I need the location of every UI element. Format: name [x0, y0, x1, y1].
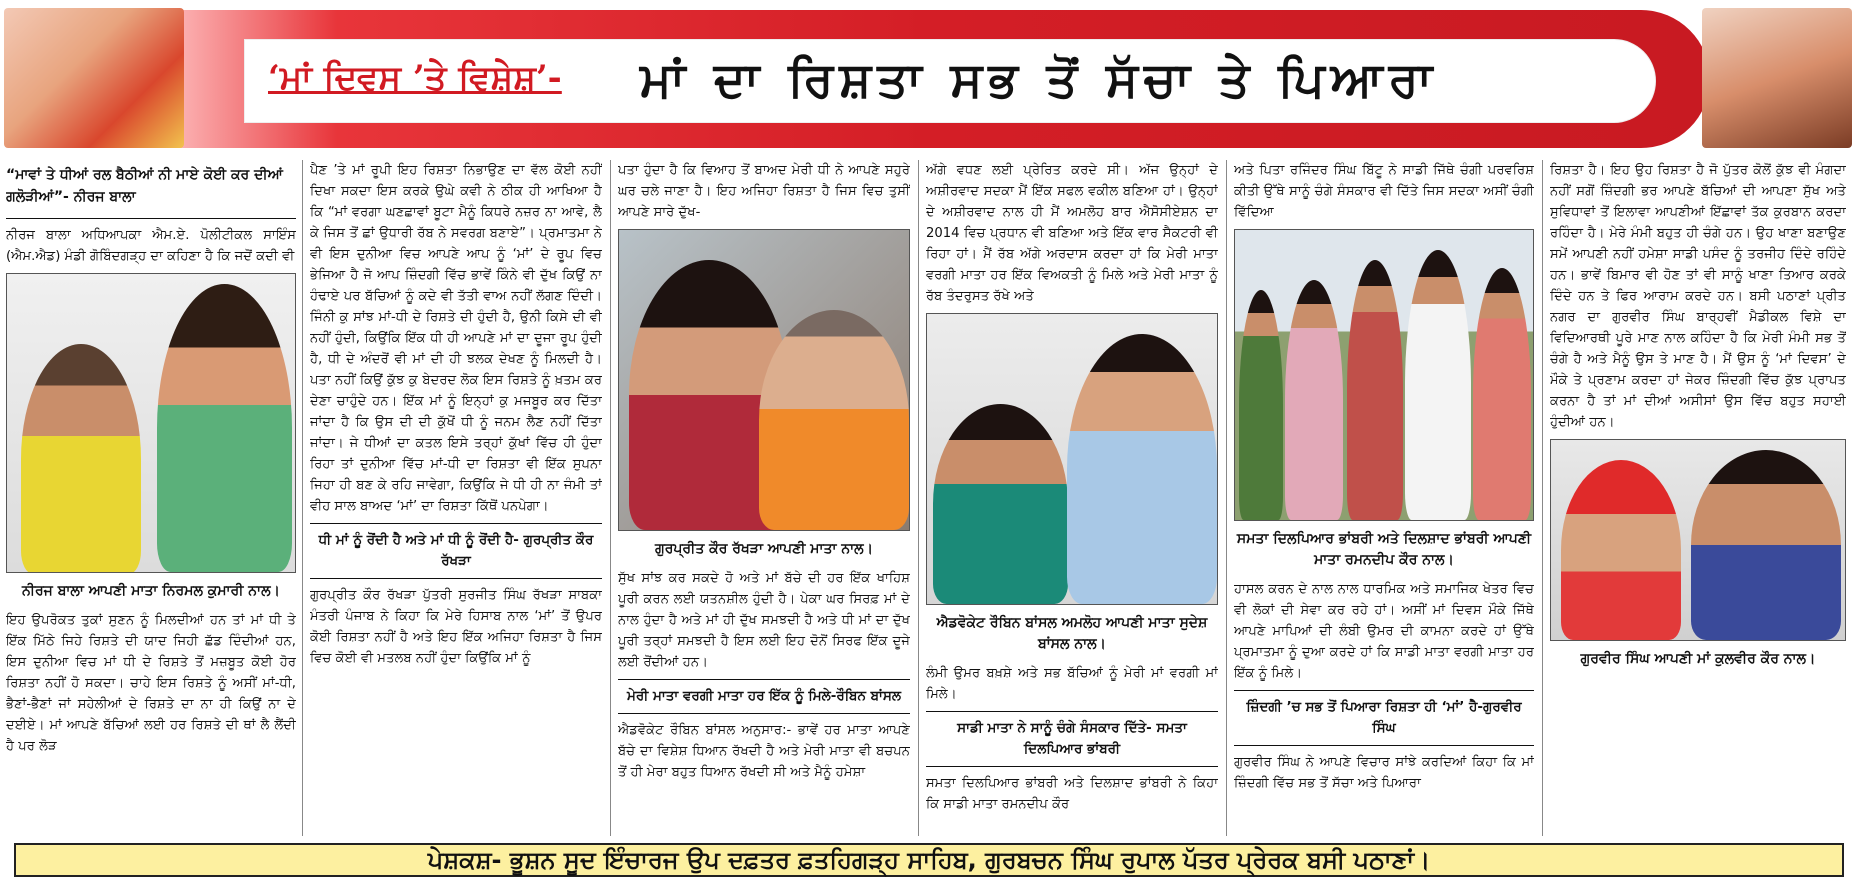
divider: [1234, 690, 1534, 691]
col6-photo-caption: ਗੁਰਵੀਰ ਸਿੰਘ ਆਪਣੀ ਮਾਂ ਕੁਲਵੀਰ ਕੌਰ ਨਾਲ।: [1580, 651, 1816, 667]
divider: [6, 218, 296, 219]
col4-heading: ਸਾਡੀ ਮਾਤਾ ਨੇ ਸਾਨੂੰ ਚੰਗੇ ਸੰਸਕਾਰ ਦਿੱਤੇ- ਸਮਤਾ ਦਿਲਪਿਆਰ ਭਾਂਬਰੀ: [957, 720, 1187, 757]
col1-photo: [6, 273, 296, 573]
col1-paragraph-1: ਨੀਰਜ ਬਾਲਾ ਅਧਿਆਪਕਾ ਐਮ.ਏ. ਪੋਲੀਟੀਕਲ ਸਾਇੰਸ (ਐਮ.ਐਡ) ਮੰਡੀ ਗੋਬਿੰਦਗੜ੍ਹ ਦਾ ਕਹਿਣਾ ਹੈ ਕਿ ਜਦੋਂ ਕਦੀ ਵੀ: [6, 228, 296, 264]
col1-photo-caption: ਨੀਰਜ ਬਾਲਾ ਆਪਣੀ ਮਾਤਾ ਨਿਰਮਲ ਕੁਮਾਰੀ ਨਾਲ।: [22, 583, 280, 599]
divider: [310, 578, 602, 579]
column-divider: [1226, 160, 1227, 836]
column-5: [1234, 160, 1534, 836]
column-6: [1550, 160, 1846, 836]
person-figure: [1473, 268, 1531, 520]
mother-figure: [759, 310, 909, 530]
col3-paragraph-1: ਪਤਾ ਹੁੰਦਾ ਹੈ ਕਿ ਵਿਆਹ ਤੋਂ ਬਾਅਦ ਮੇਰੀ ਧੀ ਨੇ ਆਪਣੇ ਸਹੁਰੇ ਘਰ ਚਲੇ ਜਾਣਾ ਹੈ। ਇਹ ਅਜਿਹਾ ਰਿਸ਼ਤਾ ਹੈ ਜਿਸ ਵਿਚ ਤੁਸੀਂ ਆਪਣੇ ਸਾਰੇ ਦੁੱਖ-: [618, 163, 910, 220]
son-figure: [1067, 334, 1217, 604]
col1-quote: “ਮਾਵਾਂ ਤੇ ਧੀਆਂ ਰਲ ਬੈਠੀਆਂ ਨੀ ਮਾਏ ਕੋਈ ਕਰ ਦੀਆਂ ਗਲੋੜੀਆਂ”- ਨੀਰਜ ਬਾਲਾ: [6, 167, 283, 205]
person-figure: [1347, 260, 1403, 520]
mother-figure: [21, 344, 141, 573]
column-divider: [302, 160, 303, 836]
mother-figure: [1691, 450, 1841, 640]
column-divider: [610, 160, 611, 836]
col5-paragraph-2: ਹਾਸਲ ਕਰਨ ਦੇ ਨਾਲ ਨਾਲ ਧਾਰਮਿਕ ਅਤੇ ਸਮਾਜਿਕ ਖੇਤਰ ਵਿਚ ਵੀ ਲੋਕਾਂ ਦੀ ਸੇਵਾ ਕਰ ਰਹੇ ਹਾਂ। ਅਸੀਂ ਮਾਂ ਦਿਵਸ ਮੌਕੇ ਜਿੱਥੇ ਆਪਣੇ ਮਾਪਿਆਂ ਦੀ ਲੰਬੀ ਉਮਰ ਦੀ ਕਾਮਨਾ ਕਰਦੇ ਹਾਂ ਉੱਥੇ ਪ੍ਰਮਾਤਮਾ ਨੂੰ ਦੁਆ ਕਰਦੇ ਹਾਂ ਕਿ ਸਾਡੀ ਮਾਤਾ ਵਰਗੀ ਮਾਤਾ ਹਰ ਇੱਕ ਨੂੰ ਮਿਲੇ।: [1234, 582, 1534, 681]
column-3: [618, 160, 910, 836]
person-figure: [1239, 290, 1283, 520]
col2-heading: ਧੀ ਮਾਂ ਨੂੰ ਰੋਂਦੀ ਹੈ ਅਤੇ ਮਾਂ ਧੀ ਨੂੰ ਰੋਂਦੀ ਹੈ- ਗੁਰਪ੍ਰੀਤ ਕੌਰ ਰੱਖੜਾ: [318, 532, 594, 569]
footer-credit: ਪੇਸ਼ਕਸ਼- ਭੂਸ਼ਨ ਸੂਦ ਇੰਚਾਰਜ ਉਪ ਦਫ਼ਤਰ ਫ਼ਤਹਿਗੜ੍ਹ ਸਾਹਿਬ, ਗੁਰਬਚਨ ਸਿੰਘ ਰੁਪਾਲ ਪੱਤਰ ਪ੍ਰੇਰਕ ਬਸੀ ਪਠਾਣਾਂ।: [14, 843, 1844, 877]
col4-paragraph-3: ਸਮਤਾ ਦਿਲਪਿਆਰ ਭਾਂਬਰੀ ਅਤੇ ਦਿਲਸ਼ਾਦ ਭਾਂਬਰੀ ਨੇ ਕਿਹਾ ਕਿ ਸਾਡੀ ਮਾਤਾ ਰਮਨਦੀਪ ਕੌਰ: [926, 776, 1218, 812]
page-title: ਮਾਂ ਦਾ ਰਿਸ਼ਤਾ ਸਭ ਤੋਂ ਸੱਚਾ ਤੇ ਪਿਆਰਾ: [640, 52, 1439, 108]
col5-photo-caption: ਸਮਤਾ ਦਿਲਪਿਆਰ ਭਾਂਬਰੀ ਅਤੇ ਦਿਲਸ਼ਾਦ ਭਾਂਬਰੀ ਆਪਣੀ ਮਾਤਾ ਰਮਨਦੀਪ ਕੌਰ ਨਾਲ।: [1236, 531, 1532, 568]
col6-photo: [1550, 439, 1846, 641]
son-figure: [1561, 460, 1681, 640]
person-figure: [1405, 250, 1471, 520]
divider: [1234, 745, 1534, 746]
col4-photo: [926, 313, 1218, 605]
banner-photo-left: [4, 8, 184, 148]
col4-photo-caption: ਐਡਵੋਕੇਟ ਰੌਬਿਨ ਬਾਂਸਲ ਅਮਲੋਹ ਆਪਣੀ ਮਾਤਾ ਸੁਦੇਸ਼ ਬਾਂਸਲ ਨਾਲ।: [936, 615, 1208, 652]
divider: [926, 711, 1218, 712]
divider: [310, 523, 602, 524]
col3-photo-caption: ਗੁਰਪ੍ਰੀਤ ਕੌਰ ਰੱਖੜਾ ਆਪਣੀ ਮਾਤਾ ਨਾਲ।: [654, 541, 874, 557]
column-divider: [918, 160, 919, 836]
column-1: [6, 160, 296, 836]
mother-figure: [933, 404, 1068, 604]
col3-paragraph-3: ਐਡਵੋਕੇਟ ਰੌਬਿਨ ਬਾਂਸਲ ਅਨੁਸਾਰ:- ਭਾਵੇਂ ਹਰ ਮਾਤਾ ਆਪਣੇ ਬੱਚੇ ਦਾ ਵਿਸ਼ੇਸ਼ ਧਿਆਨ ਰੱਖਦੀ ਹੈ ਅਤੇ ਮੇਰੀ ਮਾਤਾ ਵੀ ਬਚਪਨ ਤੋਂ ਹੀ ਮੇਰਾ ਬਹੁਤ ਧਿਆਨ ਰੱਖਦੀ ਸੀ ਅਤੇ ਮੈਨੂੰ ਹਮੇਸ਼ਾ: [618, 723, 910, 780]
column-divider: [1542, 160, 1543, 836]
col1-paragraph-2: ਇਹ ਉਪਰੋਕਤ ਤੁਕਾਂ ਸੁਣਨ ਨੂੰ ਮਿਲਦੀਆਂ ਹਨ ਤਾਂ ਮਾਂ ਧੀ ਤੇ ਇੱਕ ਮਿੱਠੇ ਜਿਹੇ ਰਿਸ਼ਤੇ ਦੀ ਯਾਦ ਜਿਹੀ ਛੱਡ ਦਿੰਦੀਆਂ ਹਨ, ਇਸ ਦੁਨੀਆ ਵਿਚ ਮਾਂ ਧੀ ਦੇ ਰਿਸ਼ਤੇ ਤੋਂ ਮਜ਼ਬੂਤ ਕੋਈ ਹੋਰ ਰਿਸ਼ਤਾ ਨਹੀਂ ਹੋ ਸਕਦਾ। ਚਾਹੇ ਇਸ ਰਿਸ਼ਤੇ ਨੂੰ ਅਸੀਂ ਮਾਂ-ਧੀ, ਭੈਣਾਂ-ਭੈਣਾਂ ਜਾਂ ਸਹੇਲੀਆਂ ਦੇ ਰਿਸ਼ਤੇ ਦਾ ਨਾ ਹੀ ਕਿਉਂ ਨਾ ਦੇ ਦਈਏ। ਮਾਂ ਆਪਣੇ ਬੱਚਿਆਂ ਲਈ ਹਰ ਰਿਸ਼ਤੇ ਦੀ ਥਾਂ ਲੈ ਲੈਂਦੀ ਹੈ ਪਰ ਲੋੜ: [6, 613, 296, 754]
col5-paragraph-1: ਅਤੇ ਪਿਤਾ ਰਜਿੰਦਰ ਸਿੰਘ ਬਿੱਟੂ ਨੇ ਸਾਡੀ ਜਿੱਥੇ ਚੰਗੀ ਪਰਵਰਿਸ਼ ਕੀਤੀ ਉੱਥੇ ਸਾਨੂੰ ਚੰਗੇ ਸੰਸਕਾਰ ਵੀ ਦਿੱਤੇ ਜਿਸ ਸਦਕਾ ਅਸੀਂ ਚੰਗੀ ਵਿੱਦਿਆ: [1234, 163, 1534, 220]
banner-subtitle: ‘ਮਾਂ ਦਿਵਸ ’ਤੇ ਵਿਸ਼ੇਸ਼’-: [268, 58, 562, 98]
column-4: [926, 160, 1218, 836]
col2-paragraph-2: ਗੁਰਪ੍ਰੀਤ ਕੌਰ ਰੱਖੜਾ ਪੁੱਤਰੀ ਸੁਰਜੀਤ ਸਿੰਘ ਰੱਖੜਾ ਸਾਬਕਾ ਮੰਤਰੀ ਪੰਜਾਬ ਨੇ ਕਿਹਾ ਕਿ ਮੇਰੇ ਹਿਸਾਬ ਨਾਲ ‘ਮਾਂ’ ਤੋਂ ਉਪਰ ਕੋਈ ਰਿਸ਼ਤਾ ਨਹੀਂ ਹੈ ਅਤੇ ਇਹ ਇੱਕ ਅਜਿਹਾ ਰਿਸ਼ਤਾ ਹੈ ਜਿਸ ਵਿਚ ਕੋਈ ਵੀ ਮਤਲਬ ਨਹੀਂ ਹੁੰਦਾ ਕਿਉਂਕਿ ਮਾਂ ਨੂੰ: [310, 588, 602, 666]
col3-paragraph-2: ਸੁੱਖ ਸਾਂਝ ਕਰ ਸਕਦੇ ਹੋ ਅਤੇ ਮਾਂ ਬੱਚੇ ਦੀ ਹਰ ਇੱਕ ਖਾਹਿਸ਼ ਪੂਰੀ ਕਰਨ ਲਈ ਯਤਨਸ਼ੀਲ ਹੁੰਦੀ ਹੈ। ਪੇਕਾ ਘਰ ਸਿਰਫ਼ ਮਾਂ ਦੇ ਨਾਲ ਹੁੰਦਾ ਹੈ ਅਤੇ ਮਾਂ ਹੀ ਦੁੱਖ ਸਮਝਦੀ ਹੈ ਅਤੇ ਧੀ ਮਾਂ ਦਾ ਦੁੱਖ ਪੂਰੀ ਤਰ੍ਹਾਂ ਸਮਝਦੀ ਹੈ ਇਸ ਲਈ ਇਹ ਦੋਨੋਂ ਸਿਰਫ ਇੱਕ ਦੂਜੇ ਲਈ ਰੋਂਦੀਆਂ ਹਨ।: [618, 571, 910, 670]
banner-photo-right: [1702, 8, 1852, 148]
col3-heading: ਮੇਰੀ ਮਾਤਾ ਵਰਗੀ ਮਾਤਾ ਹਰ ਇੱਕ ਨੂੰ ਮਿਲੇ-ਰੌਬਿਨ ਬਾਂਸਲ: [627, 688, 901, 704]
col5-heading: ਜ਼ਿੰਦਗੀ ’ਚ ਸਭ ਤੋਂ ਪਿਆਰਾ ਰਿਸ਼ਤਾ ਹੀ ‘ਮਾਂ’ ਹੈ-ਗੁਰਵੀਰ ਸਿੰਘ: [1246, 699, 1522, 736]
daughter-figure: [157, 284, 292, 572]
col5-photo: [1234, 229, 1534, 521]
header-banner: [0, 0, 1858, 158]
mother-figure: [1285, 280, 1343, 520]
col4-paragraph-2: ਲੰਮੀ ਉਮਰ ਬਖ਼ਸ਼ੇ ਅਤੇ ਸਭ ਬੱਚਿਆਂ ਨੂੰ ਮੇਰੀ ਮਾਂ ਵਰਗੀ ਮਾਂ ਮਿਲੇ।: [926, 666, 1218, 702]
col2-paragraph-1: ਪੈਣ ’ਤੇ ਮਾਂ ਰੂਪੀ ਇਹ ਰਿਸ਼ਤਾ ਨਿਭਾਉਣ ਦਾ ਵੱਲ ਕੋਈ ਨਹੀਂ ਦਿਖਾ ਸਕਦਾ ਇਸ ਕਰਕੇ ਉਘੇ ਕਵੀ ਨੇ ਠੀਕ ਹੀ ਆਖਿਆ ਹੈ ਕਿ “ਮਾਂ ਵਰਗਾ ਘਣਛਾਵਾਂ ਬੂਟਾ ਮੈਨੂੰ ਕਿਧਰੇ ਨਜ਼ਰ ਨਾ ਆਵੇ, ਲੈ ਕੇ ਜਿਸ ਤੋਂ ਛਾਂ ਉਧਾਰੀ ਰੱਬ ਨੇ ਸਵਰਗ ਬਣਾਏ”। ਪ੍ਰਮਾਤਮਾ ਨੇ ਵੀ ਇਸ ਦੁਨੀਆ ਵਿਚ ਆਪਣੇ ਆਪ ਨੂੰ ‘ਮਾਂ’ ਦੇ ਰੂਪ ਵਿਚ ਭੇਜਿਆ ਹੈ ਜੋ ਆਪ ਜ਼ਿੰਦਗੀ ਵਿੱਚ ਭਾਵੇਂ ਕਿੰਨੇ ਵੀ ਦੁੱਖ ਕਿਉਂ ਨਾ ਹੰਢਾਏ ਪਰ ਬੱਚਿਆਂ ਨੂੰ ਕਦੇ ਵੀ ਤੱਤੀ ਵਾਅ ਨਹੀਂ ਲੱਗਣ ਦਿੰਦੀ। ਜਿੰਨੀ ਕੁ ਸਾਂਝ ਮਾਂ-ਧੀ ਦੇ ਰਿਸ਼ਤੇ ਦੀ ਹੁੰਦੀ ਹੈ, ਉਨੀ ਕਿਸੇ ਦੀ ਵੀ ਨਹੀਂ ਹੁੰਦੀ, ਕਿਉਂਕਿ ਇੱਕ ਧੀ ਹੀ ਆਪਣੇ ਮਾਂ ਦਾ ਦੂਜਾ ਰੂਪ ਹੁੰਦੀ ਹੈ, ਧੀ ਦੇ ਅੰਦਰੋਂ ਵੀ ਮਾਂ ਦੀ ਹੀ ਝਲਕ ਦੇਖਣ ਨੂੰ ਮਿਲਦੀ ਹੈ। ਪਤਾ ਨਹੀਂ ਕਿਉਂ ਕੁੱਝ ਕੁ ਬੇਦਰਦ ਲੋਕ ਇਸ ਰਿਸ਼ਤੇ ਨੂੰ ਖ਼ਤਮ ਕਰ ਦੇਣਾ ਚਾਹੁੰਦੇ ਹਨ। ਇੱਕ ਮਾਂ ਨੂੰ ਇਨ੍ਹਾਂ ਕੁ ਮਜਬੂਰ ਕਰ ਦਿੱਤਾ ਜਾਂਦਾ ਹੈ ਕਿ ਉਸ ਦੀ ਦੀ ਕੁੱਖੋਂ ਧੀ ਨੂੰ ਜਨਮ ਲੈਣ ਨਹੀਂ ਦਿੱਤਾ ਜਾਂਦਾ। ਜੇ ਧੀਆਂ ਦਾ ਕਤਲ ਇਸੇ ਤਰ੍ਹਾਂ ਕੁੱਖਾਂ ਵਿੱਚ ਹੀ ਹੁੰਦਾ ਰਿਹਾ ਤਾਂ ਦੁਨੀਆ ਵਿੱਚ ਮਾਂ-ਧੀ ਦਾ ਰਿਸ਼ਤਾ ਵੀ ਇੱਕ ਸੁਪਨਾ ਜਿਹਾ ਹੀ ਬਣ ਕੇ ਰਹਿ ਜਾਵੇਗਾ, ਕਿਉਂਕਿ ਜੇ ਧੀ ਹੀ ਨਾ ਜੰਮੀ ਤਾਂ ਵੀਹ ਸਾਲ ਬਾਅਦ ‘ਮਾਂ’ ਦਾ ਰਿਸ਼ਤਾ ਕਿੱਥੋਂ ਪਨਪੇਗਾ।: [310, 163, 602, 514]
col6-paragraph-1: ਰਿਸ਼ਤਾ ਹੈ। ਇਹ ਉਹ ਰਿਸ਼ਤਾ ਹੈ ਜੋ ਪੁੱਤਰ ਕੋਲੋਂ ਕੁੱਝ ਵੀ ਮੰਗਦਾ ਨਹੀਂ ਸਗੋਂ ਜ਼ਿੰਦਗੀ ਭਰ ਆਪਣੇ ਬੱਚਿਆਂ ਦੀ ਆਪਣਾ ਸੁੱਖ ਅਤੇ ਸੁਵਿਧਾਵਾਂ ਤੋਂ ਇਲਾਵਾ ਆਪਣੀਆਂ ਇੱਛਾਵਾਂ ਤੱਕ ਕੁਰਬਾਨ ਕਰਦਾ ਰਹਿੰਦਾ ਹੈ। ਮੇਰੇ ਮੰਮੀ ਬਹੁਤ ਹੀ ਚੰਗੇ ਹਨ। ਉਹ ਖਾਣਾ ਬਣਾਉਣ ਸਮੇਂ ਆਪਣੀ ਨਹੀਂ ਹਮੇਸ਼ਾ ਸਾਡੀ ਪਸੰਦ ਨੂੰ ਤਰਜੀਹ ਦਿੰਦੇ ਰਹਿੰਦੇ ਹਨ। ਭਾਵੇਂ ਬਿਮਾਰ ਵੀ ਹੋਣ ਤਾਂ ਵੀ ਸਾਨੂੰ ਖਾਣਾ ਤਿਆਰ ਕਰਕੇ ਦਿੰਦੇ ਹਨ ਤੇ ਫਿਰ ਆਰਾਮ ਕਰਦੇ ਹਨ। ਬਸੀ ਪਠਾਣਾਂ ਪ੍ਰੀਤ ਨਗਰ ਦਾ ਗੁਰਵੀਰ ਸਿੰਘ ਬਾਰ੍ਹਵੀਂ ਮੈਡੀਕਲ ਵਿਸ਼ੇ ਦਾ ਵਿਦਿਆਰਥੀ ਪੂਰੇ ਮਾਣ ਨਾਲ ਕਹਿੰਦਾ ਹੈ ਕਿ ਮੇਰੀ ਮੰਮੀ ਸਭ ਤੋਂ ਚੰਗੇ ਹੈ ਅਤੇ ਮੈਨੂੰ ਉਸ ਤੇ ਮਾਣ ਹੈ। ਮੈਂ ਉਸ ਨੂੰ ‘ਮਾਂ ਦਿਵਸ’ ਦੇ ਮੌਕੇ ਤੇ ਪ੍ਰਣਾਮ ਕਰਦਾ ਹਾਂ ਜੇਕਰ ਜ਼ਿੰਦਗੀ ਵਿੱਚ ਕੁੱਝ ਪ੍ਰਾਪਤ ਕਰਨਾ ਹੈ ਤਾਂ ਮਾਂ ਦੀਆਂ ਅਸੀਸਾਂ ਉਸ ਵਿੱਚ ਬਹੁਤ ਸਹਾਈ ਹੁੰਦੀਆਂ ਹਨ।: [1550, 163, 1846, 430]
divider: [618, 679, 910, 680]
column-2: [310, 160, 602, 836]
col4-paragraph-1: ਅੱਗੇ ਵਧਣ ਲਈ ਪ੍ਰੇਰਿਤ ਕਰਦੇ ਸੀ। ਅੱਜ ਉਨ੍ਹਾਂ ਦੇ ਅਸ਼ੀਰਵਾਦ ਸਦਕਾ ਮੈਂ ਇੱਕ ਸਫਲ ਵਕੀਲ ਬਣਿਆ ਹਾਂ। ਉਨ੍ਹਾਂ ਦੇ ਅਸ਼ੀਰਵਾਦ ਨਾਲ ਹੀ ਮੈਂ ਅਮਲੋਹ ਬਾਰ ਐਸੋਸੀਏਸ਼ਨ ਦਾ 2014 ਵਿਚ ਪ੍ਰਧਾਨ ਵੀ ਬਣਿਆ ਅਤੇ ਇੱਕ ਵਾਰ ਸੈਕਟਰੀ ਵੀ ਰਿਹਾ ਹਾਂ। ਮੈਂ ਰੱਬ ਅੱਗੇ ਅਰਦਾਸ ਕਰਦਾ ਹਾਂ ਕਿ ਮੇਰੀ ਮਾਤਾ ਵਰਗੀ ਮਾਤਾ ਹਰ ਇੱਕ ਵਿਅਕਤੀ ਨੂੰ ਮਿਲੇ ਅਤੇ ਮੇਰੀ ਮਾਤਾ ਨੂੰ ਰੱਬ ਤੰਦਰੁਸਤ ਰੱਖੇ ਅਤੇ: [926, 163, 1218, 304]
col5-paragraph-3: ਗੁਰਵੀਰ ਸਿੰਘ ਨੇ ਆਪਣੇ ਵਿਚਾਰ ਸਾਂਝੇ ਕਰਦਿਆਂ ਕਿਹਾ ਕਿ ਮਾਂ ਜ਼ਿੰਦਗੀ ਵਿੱਚ ਸਭ ਤੋਂ ਸੱਚਾ ਅਤੇ ਪਿਆਰਾ: [1234, 755, 1534, 791]
divider: [926, 766, 1218, 767]
divider: [618, 713, 910, 714]
col3-photo: [618, 229, 910, 531]
